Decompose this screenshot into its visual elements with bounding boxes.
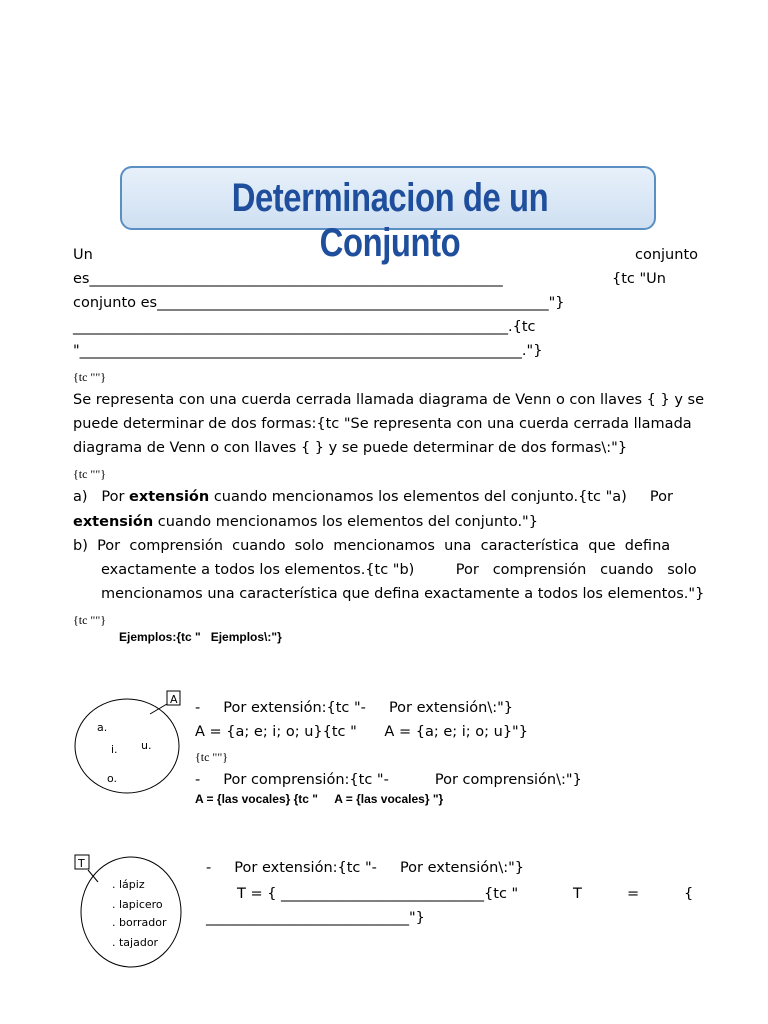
set-t-element: . lapicero [112, 898, 163, 911]
set-a-element: i. [111, 743, 118, 756]
set-a-circle [75, 699, 179, 793]
ex1-line-4: - Por comprensión:{tc "- Por comprensión\:"} [195, 772, 582, 788]
form-a-term: extensión [129, 489, 210, 505]
form-a2-term: extensión [73, 514, 154, 530]
ex1-line-2: A = {a; e; i; o; u}{tc " A = {a; e; i; o; u}"} [195, 724, 528, 740]
ex2-line-2-brace: { [684, 886, 694, 902]
def-line-4: ____________________________________________________________.{tc [73, 319, 536, 335]
def-line-5: "_____________________________________________________________."} [73, 343, 543, 359]
set-t-element: . tajador [112, 936, 159, 949]
def-line-2-tc: {tc "Un [612, 271, 666, 287]
form-b-line-1: b) Por comprensión cuando solo mencionamos una característica que defina [73, 538, 671, 554]
venn-line-1: Se representa con una cuerda cerrada llamada diagrama de Venn o con llaves { } y se [73, 392, 705, 408]
set-a-label: A [170, 693, 178, 706]
form-a-line-1 [73, 489, 673, 505]
venn-diagram-t [72, 852, 188, 972]
def-line-3: conjunto es______________________________________________________"} [73, 295, 565, 311]
set-a-element: u. [141, 739, 152, 752]
ex2-line-2-eq: = [627, 886, 640, 902]
venn-line-2: puede determinar de dos formas:{tc "Se representa con una cuerda cerrada llamada [73, 416, 692, 432]
venn-line-4: {tc ""} [73, 467, 106, 481]
examples-heading: Ejemplos:{tc " Ejemplos\:"} [119, 630, 282, 644]
page-title: Determinacion de un Conjunto [231, 176, 549, 265]
def-line-6: {tc ""} [73, 370, 106, 384]
set-t-element: . borrador [112, 916, 167, 929]
set-a-element: a. [97, 721, 108, 734]
ex1-line-1: - Por extensión:{tc "- Por extensión\:"} [195, 700, 513, 716]
forms-tc-empty: {tc ""} [73, 613, 106, 627]
set-t-circle [81, 857, 181, 967]
venn-line-3: diagrama de Venn o con llaves { } y se puede determinar de dos formas\:"} [73, 440, 628, 456]
set-a-connector [150, 704, 167, 714]
venn-diagram-a [70, 688, 190, 798]
ex2-line-2-t: T [573, 886, 582, 902]
form-b-line-2: exactamente a todos los elementos.{tc "b) Por comprensión cuando solo [101, 562, 697, 578]
def-line-1-right: conjunto [635, 247, 698, 263]
form-a-line-2 [73, 514, 538, 530]
form-a-rest: cuando mencionamos los elementos del conjunto.{tc "a) Por [209, 489, 673, 505]
title-banner [120, 166, 656, 265]
ex2-line-2-left: T = { ____________________________{tc " [237, 886, 519, 902]
form-b-line-3: mencionamos una característica que defina exactamente a todos los elementos."} [101, 586, 705, 602]
def-line-2: es_________________________________________________________ [73, 271, 503, 287]
form-a2-rest: cuando mencionamos los elementos del conjunto."} [153, 514, 538, 530]
set-a-element: o. [107, 772, 118, 785]
def-line-1-left: Un [73, 247, 93, 263]
set-t-element: . lápiz [112, 878, 145, 891]
set-t-label: T [78, 857, 85, 870]
ex1-line-5: A = {las vocales} {tc " A = {las vocales} "} [195, 792, 444, 806]
ex2-line-1: - Por extensión:{tc "- Por extensión\:"} [206, 860, 524, 876]
ex2-line-3: ____________________________"} [206, 910, 425, 926]
ex1-line-3: {tc ""} [195, 750, 228, 764]
form-a-prefix: a) Por [73, 489, 130, 505]
